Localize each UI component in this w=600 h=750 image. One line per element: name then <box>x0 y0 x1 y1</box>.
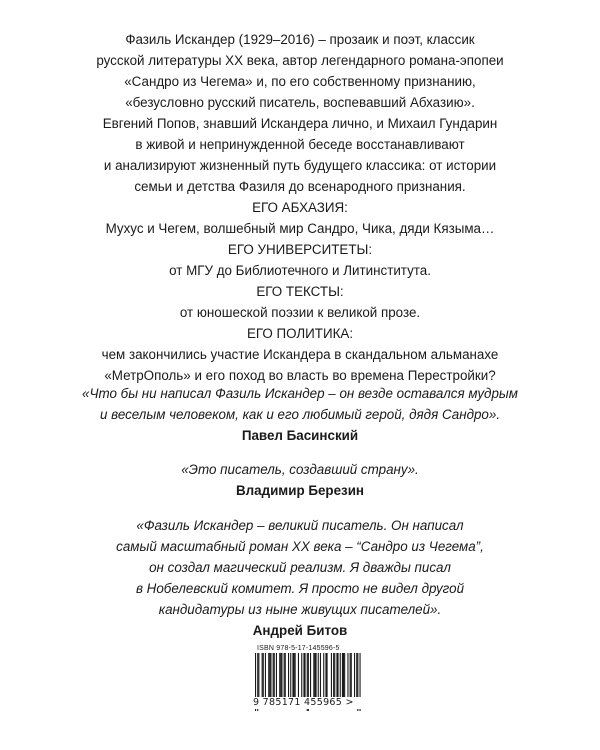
quote-line: и веселым человеком, как и его любимый герой, дядя Сандро». <box>99 407 501 422</box>
quote-line: «Что бы ни написал Фазиль Искандер – он везде оставался мудрым <box>82 386 518 401</box>
barcode-bar <box>354 653 355 703</box>
barcode-bar <box>314 653 315 703</box>
intro-line: русской литературы XX века, автор легендарного романа-эпопеи <box>96 53 504 68</box>
section-text: чем закончились участие Искандера в скандальном альманахе <box>101 347 499 362</box>
barcode-bar <box>269 653 270 703</box>
barcode-bar <box>327 653 328 703</box>
quote-line: «Это писатель, создавший страну». <box>181 462 419 477</box>
section-text: «МетрОполь» и его поход во власть во времена Перестройки? <box>104 368 496 383</box>
barcode-bar <box>303 653 304 703</box>
intro-line: «Сандро из Чегема» и, по его собственному признанию, <box>124 74 476 89</box>
barcode-bar <box>285 653 286 703</box>
barcode-bar <box>325 653 326 703</box>
barcode-bar <box>262 653 263 703</box>
description-block <box>40 29 560 386</box>
intro-line: Евгений Попов, знавший Искандера лично, и Михаил Гундарин <box>102 116 498 131</box>
quote-line: он создал магический реализм. Я дважды писал <box>149 560 451 575</box>
section-heading-politics: ЕГО ПОЛИТИКА: <box>246 326 354 341</box>
barcode-bar <box>279 653 280 703</box>
barcode-bar <box>294 653 295 703</box>
barcode-bar <box>284 653 285 703</box>
intro-line: в живой и непринужденной беседе восстанавливают <box>135 137 465 152</box>
isbn-label: ISBN 978-5-17-145596-5 <box>257 645 340 652</box>
barcode-end-mark: > <box>345 697 354 708</box>
barcode-bar <box>344 653 345 703</box>
barcode-bar <box>274 653 275 703</box>
quote-author: Андрей Битов <box>252 623 348 638</box>
barcode-bar <box>281 653 282 703</box>
barcode-bar <box>343 653 344 703</box>
barcode-bar <box>263 653 264 703</box>
section-text: от МГУ до Библиотечного и Литинститута. <box>169 263 431 278</box>
quote-author: Владимир Березин <box>235 483 365 498</box>
barcode-bar <box>350 653 351 703</box>
intro-line: семьи и детства Фазиля до всенародного признания. <box>134 179 466 194</box>
barcode-bar <box>292 653 293 703</box>
section-text: от юношеской поэзии к великой прозе. <box>179 305 421 320</box>
quote-bitov <box>40 515 560 641</box>
intro-line: и анализируют жизненный путь будущего классика: от истории <box>103 158 497 173</box>
barcode-bar <box>347 653 348 703</box>
quote-line: «Фазиль Искандер – великий писатель. Он написал <box>136 518 464 533</box>
barcode-bar <box>334 653 335 703</box>
barcode-bar <box>298 653 299 703</box>
barcode-bar <box>316 653 317 703</box>
barcode-bar <box>331 653 332 703</box>
barcode-bar <box>258 653 259 703</box>
barcode-bar <box>313 653 314 703</box>
barcode-bar <box>323 653 324 703</box>
barcode-bar <box>340 653 341 703</box>
quote-line: самый масштабный роман XX века – “Сандро из Чегема”, <box>116 539 484 554</box>
barcode-bar <box>356 653 357 703</box>
barcode-bar <box>295 653 296 703</box>
barcode-bar <box>265 653 266 703</box>
barcode-bar <box>320 653 321 703</box>
barcode-bar <box>310 653 311 703</box>
barcode-bar <box>268 653 269 703</box>
section-text: Мухус и Чегем, волшебный мир Сандро, Чика, дяди Кязыма… <box>105 221 495 236</box>
quote-line: в Нобелевский комитет. Я просто не видел другой <box>135 581 465 596</box>
quote-line: кандидатуры из ныне живущих писателей». <box>158 602 442 617</box>
barcode-bar <box>270 653 271 703</box>
barcode-bar <box>318 653 319 703</box>
barcode-bar <box>336 653 337 703</box>
quote-author: Павел Басинский <box>241 428 359 443</box>
intro-line: «безусловно русский писатель, воспевавший Абхазию». <box>125 95 475 110</box>
barcode-bar <box>288 653 289 703</box>
barcode-bar <box>342 653 343 703</box>
barcode-bar <box>351 653 352 703</box>
barcode-bar <box>338 653 339 703</box>
section-heading-texts: ЕГО ТЕКСТЫ: <box>256 284 344 299</box>
barcode-bar <box>273 653 274 703</box>
barcode-digits <box>253 697 371 709</box>
barcode-number: 9 785171 455965 <box>253 697 343 708</box>
barcode-bar <box>290 653 291 703</box>
barcode-bar <box>280 653 281 703</box>
barcode-bar <box>276 653 277 703</box>
quote-berezin <box>40 459 560 501</box>
section-heading-abkhazia: ЕГО АБХАЗИЯ: <box>252 200 348 215</box>
barcode-bar <box>333 653 334 703</box>
barcode-bar <box>305 653 306 703</box>
section-heading-universities: ЕГО УНИВЕРСИТЕТЫ: <box>227 242 373 257</box>
quote-basinsky <box>40 383 560 446</box>
intro-line: Фазиль Искандер (1929–2016) – прозаик и поэт, классик <box>125 32 475 47</box>
barcode-bar <box>301 653 302 703</box>
